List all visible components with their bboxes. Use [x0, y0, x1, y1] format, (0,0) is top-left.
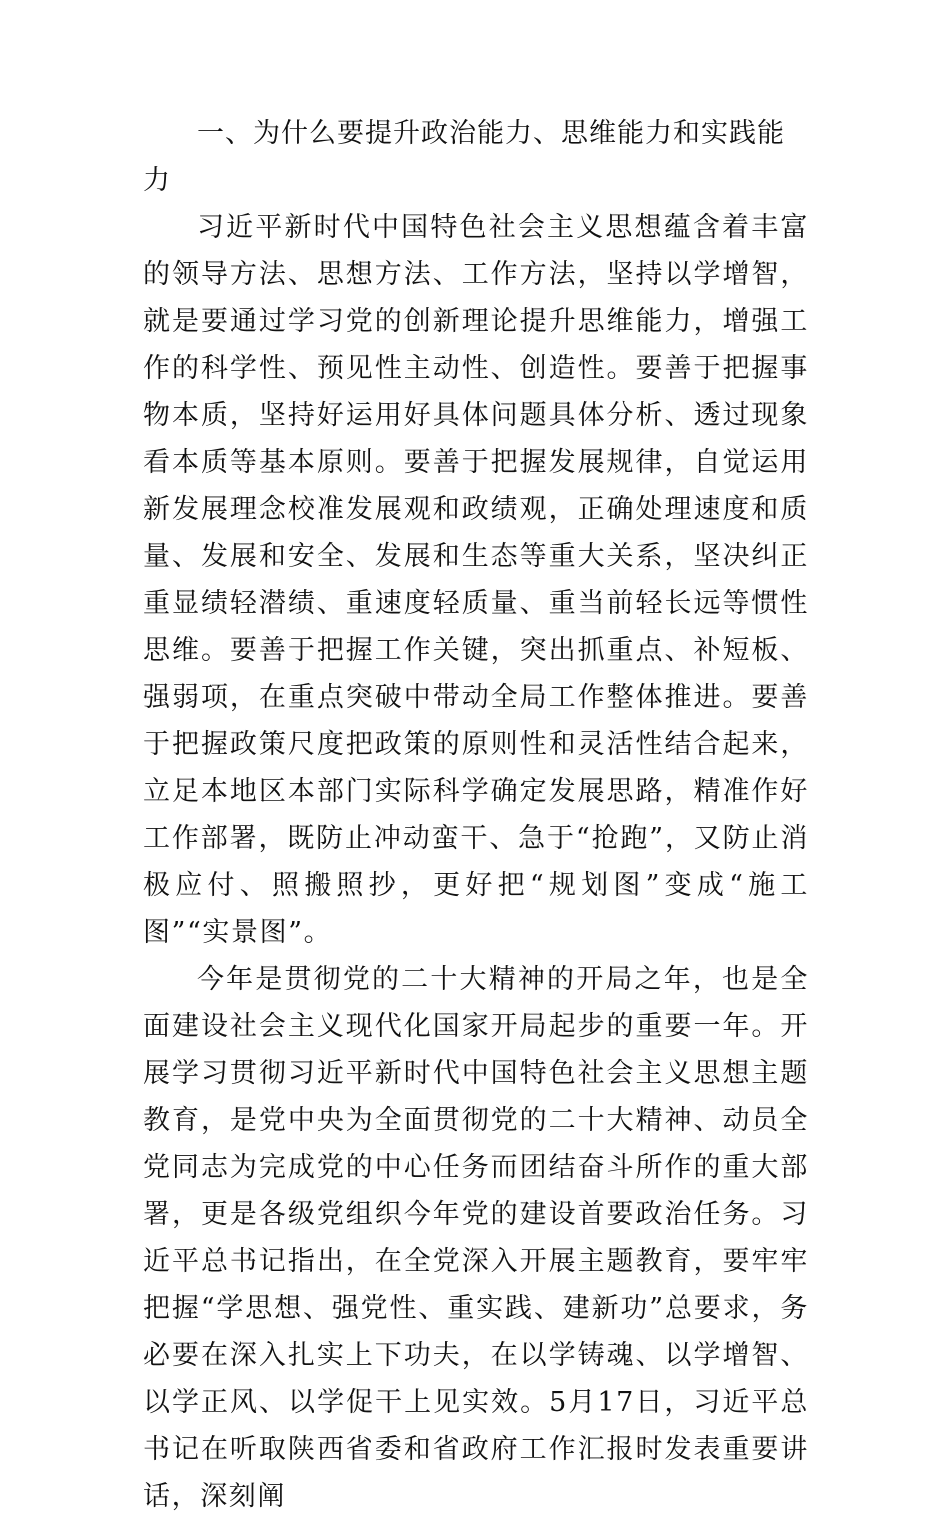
document-body: [143, 110, 809, 1520]
section-heading: 一、为什么要提升政治能力、思维能力和实践能力: [143, 118, 785, 196]
paragraph-2: 今年是贯彻党的二十大精神的开局之年，也是全面建设社会主义现代化国家开局起步的重要一年。开展学习贯彻习近平新时代中国特色社会主义思想主题教育，是党中央为全面贯彻党的二十大精神、动员全党同志为完成党的中心任务而团结奋斗所作的重大部署，更是各级党组织今年党的建设首要政治任务。习近平总书记指出，在全党深入开展主题教育，要牢牢把握“学思想、强党性、重实践、建新功”总要求，务必要在深入扎实上下功夫，在以学铸魂、以学增智、以学正风、以学促干上见实效。5月17日，习近平总书记在听取陕西省委和省政府工作汇报时发表重要讲话，深刻阐: [143, 964, 809, 1512]
paragraph-1: 习近平新时代中国特色社会主义思想蕴含着丰富的领导方法、思想方法、工作方法，坚持以学增智，就是要通过学习党的创新理论提升思维能力，增强工作的科学性、预见性主动性、创造性。要善于把握事物本质，坚持好运用好具体问题具体分析、透过现象看本质等基本原则。要善于把握发展规律，自觉运用新发展理念校准发展观和政绩观，正确处理速度和质量、发展和安全、发展和生态等重大关系，坚决纠正重显绩轻潜绩、重速度轻质量、重当前轻长远等惯性思维。要善于把握工作关键，突出抓重点、补短板、强弱项，在重点突破中带动全局工作整体推进。要善于把握政策尺度把政策的原则性和灵活性结合起来，立足本地区本部门实际科学确定发展思路，精准作好工作部署，既防止冲动蛮干、急于“抢跑”，又防止消极应付、照搬照抄，更好把“规划图”变成“施工图”“实景图”。: [143, 212, 809, 948]
